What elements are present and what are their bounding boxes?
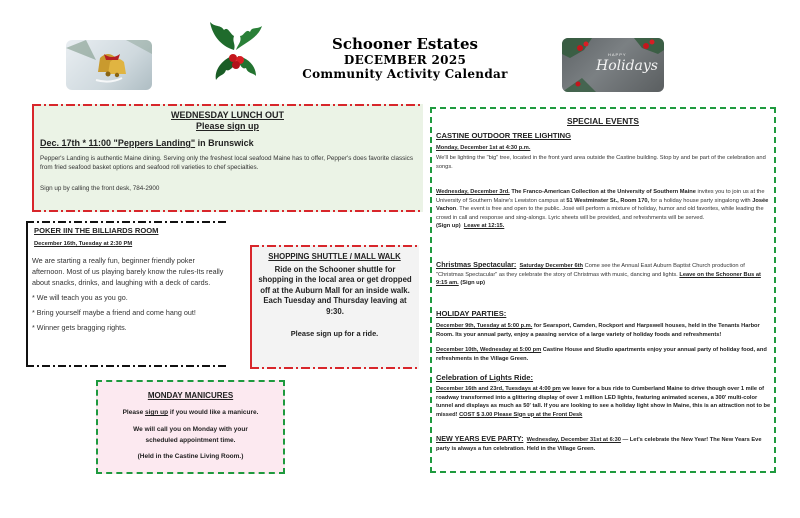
page-title: Schooner Estates — [332, 35, 478, 53]
lunch-date-prefix: Dec. 17th * 11:00 — [40, 138, 114, 148]
calendar-header — [270, 36, 540, 81]
spectacular-date: Saturday December 6th — [519, 263, 584, 269]
holiday-party-2 — [436, 346, 772, 363]
lunch-venue: "Peppers Landing" — [113, 138, 196, 148]
franco-leave: Leave at 12:15. — [463, 223, 505, 229]
party2-date: December 10th, Wednesday at 5:00 pm — [436, 347, 542, 353]
spectacular-heading: Christmas Spectacular: — [436, 260, 517, 269]
lights-body: we leave for a bus ride to Cumberland Maine to drive though over 1 mile of roadway transformed into a glittering display of over 1 million LED lights, featuring animated scenes, a 300' multi-color tunnel and displays as much as 50' tall. If you are looking to see a holiday light show in Maine, this is an attraction not to be missed! — [436, 386, 771, 418]
manicure-line3: scheduled appointment time. — [145, 437, 236, 444]
spectacular-body: Come see the Annual East Auburn Baptist Church production of "Christmas Spectacular" as they celebrate the story of Christmas with music, dancing and lights. — [436, 263, 745, 278]
calendar-subtitle: Community Activity Calendar — [302, 67, 508, 81]
holiday-party-1 — [436, 322, 772, 339]
poker-box — [26, 221, 228, 367]
lunch-signup-text: Sign up by calling the front desk, 784-2900 — [40, 185, 160, 192]
lunch-location: in Brunswick — [195, 138, 254, 148]
manicure-line4: (Held in the Castine Living Room.) — [137, 453, 244, 460]
christmas-spectacular-event — [436, 261, 772, 288]
nye-heading: NEW YEARS EVE PARTY: — [436, 434, 524, 443]
tree-lighting-date-text: Monday, December 1st at 4:30 p.m. — [436, 145, 531, 151]
lunch-signup-heading: Please sign up — [195, 121, 260, 131]
poker-bullet: * Winner gets bragging rights. — [32, 323, 127, 332]
manicure-line1-suffix: if you would like a manicure. — [168, 409, 259, 416]
franco-body1: invites you to join us at the University of Southern Maine's Lewiston campus at — [436, 189, 765, 204]
lunch-heading: WEDNESDAY LUNCH OUT — [170, 110, 284, 120]
franco-date: Wednesday, December 3rd. — [436, 189, 510, 195]
lunch-description: Pepper's Landing is authentic Maine dining. Serving only the freshest local seafood Maine has to offer, Pepper's does favorite classics from fried seafood basket options and seafood roll varieties to chef specialties. — [40, 155, 413, 171]
monday-manicures-box — [96, 380, 285, 474]
calendar-month: DECEMBER 2025 — [343, 53, 467, 67]
new-years-eve-event — [436, 435, 772, 453]
party1-date: December 9th, Tuesday at 5:00 p.m. — [436, 323, 533, 329]
party1-body: for Searsport, Camden, Rockport and Harpswell houses, held in the Tenants Harbor Room. Its your annual party, enjoy a passing service of a large variety of holiday foods and refreshments! — [436, 323, 760, 338]
shopping-shuttle-box — [250, 245, 419, 369]
christmas-bells-image — [66, 40, 152, 90]
lunch-date — [40, 138, 254, 148]
happy-holidays-image — [562, 38, 664, 92]
holidays-image-big-text: Holidays — [596, 58, 658, 74]
franco-body3: . The event is free and open to the public. José will perform a mixture of holiday, humor and old favorites, while leading the crowd in call and response and sing-alongs. Lyric sheets will be provided, and refreshments will be served. — [436, 206, 764, 221]
manicure-heading: MONDAY MANICURES — [147, 391, 234, 400]
holly-icon — [206, 16, 264, 82]
tree-lighting-heading: CASTINE OUTDOOR TREE LIGHTING — [436, 131, 572, 140]
holidays-image-small-text: HAPPY — [608, 52, 627, 57]
manicure-line1-prefix: Please — [122, 409, 145, 416]
lights-date: December 16th and 23rd, Tuesdays at 4:00 pm — [436, 386, 561, 392]
special-events-box — [430, 107, 776, 473]
poker-body — [32, 255, 228, 337]
nye-body: — Let's celebrate the New Year! The New Years Eve party is always a fun celebration. Held in the Village Green. — [436, 437, 762, 452]
wednesday-lunch-box — [32, 104, 423, 212]
party2-body: Castine House and Studio apartments enjoy your annual party of holiday food, and refreshments in the Village Green. — [436, 347, 767, 362]
poker-bullet: * Bring yourself maybe a friend and come hang out! — [32, 308, 196, 317]
tree-lighting-date — [436, 144, 772, 153]
special-events-heading: SPECIAL EVENTS — [567, 116, 639, 126]
poker-date: December 16th, Tuesday at 2:30 PM — [34, 241, 133, 247]
franco-performer: Josée Vachon — [436, 197, 769, 212]
shuttle-signup-note: Please sign up for a ride. — [290, 329, 379, 338]
spectacular-signup: (Sign up) — [458, 280, 485, 286]
shuttle-body: Ride on the Schooner shuttle for shopping in the local area or get dropped off at the Auburn Mall for an inside walk. Each Tuesday and Thursday leaving at 9:30. — [258, 265, 412, 316]
holiday-parties-heading: HOLIDAY PARTIES: — [436, 309, 507, 318]
franco-lead: The Franco-American Collection at the University of Southern Maine — [509, 189, 696, 195]
tree-lighting-body: We'll be lighting the "big" tree, located in the front yard area outside the Castine building. Stop by and be part of the celebration and songs. — [436, 155, 766, 170]
franco-american-event — [436, 188, 772, 231]
lights-cost: COST $ 3.00 Please Sign up at the Front Desk — [459, 411, 583, 418]
manicure-line2: We will call you on Monday with your — [133, 426, 248, 433]
franco-body2: for a holiday house party singalong with — [649, 197, 753, 204]
poker-heading: POKER IIN THE BILLIARDS ROOM — [34, 226, 159, 235]
celebration-lights-event — [436, 385, 772, 419]
shuttle-heading: SHOPPING SHUTTLE / MALL WALK — [268, 252, 401, 261]
nye-date: Wednesday, December 31st at 6:30 — [526, 437, 621, 443]
franco-address: 51 Westminster St., Room 170, — [566, 197, 650, 204]
poker-description: We are starting a really fun, beginner friendly poker afternoon. Most of us playing barely know the rules-Its really about snacks, drinks, and laughing with a deck of cards. — [32, 256, 224, 287]
manicure-signup-link[interactable]: sign up — [145, 409, 169, 416]
celebration-lights-heading: Celebration of Lights Ride: — [436, 373, 534, 382]
poker-bullet: * We will teach you as you go. — [32, 293, 128, 302]
spectacular-leave: Leave on the Schooner Bus at 9:15 am. — [436, 271, 761, 286]
franco-signup: (Sign up) — [436, 223, 461, 229]
manicure-signup-line — [98, 409, 283, 416]
